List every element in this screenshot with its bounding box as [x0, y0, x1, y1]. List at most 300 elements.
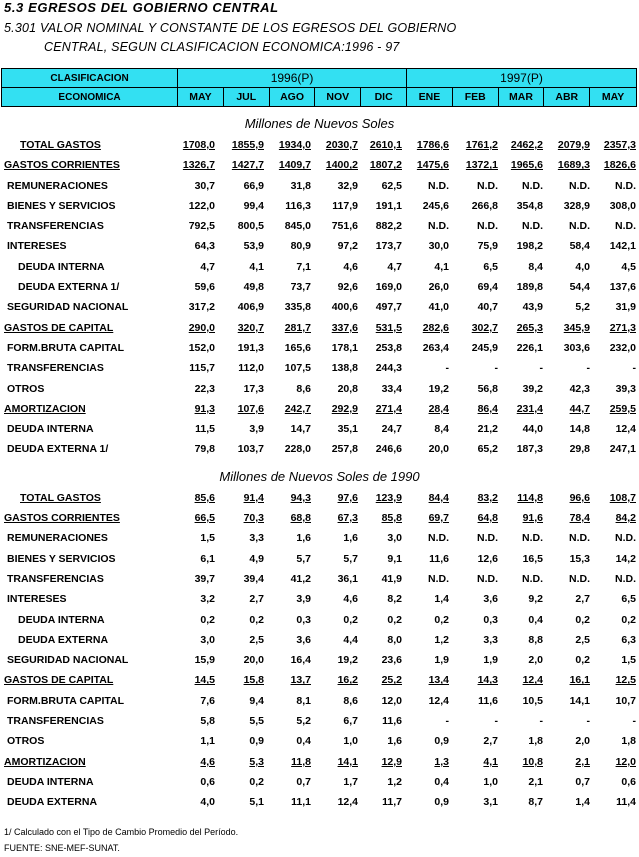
cell-value: [405, 674, 449, 686]
cell-value: [546, 180, 590, 192]
row-label: [4, 674, 113, 686]
cell-value-text: 1,2: [434, 633, 449, 646]
cell-value-text: N.D.: [522, 532, 543, 545]
cell-value: [358, 281, 402, 293]
cell-value-text: 2,7: [483, 735, 498, 748]
table-row: [0, 217, 639, 237]
row-label: [7, 342, 124, 354]
cell-value-text: 1786,6: [416, 139, 449, 151]
table-row: [0, 258, 639, 278]
section-title: Millones de Nuevos Soles de 1990: [219, 468, 420, 484]
cell-value: [267, 220, 311, 232]
cell-value: [546, 383, 590, 395]
cell-value: [314, 362, 358, 374]
cell-value-text: 2,7: [575, 593, 590, 606]
table-row: [0, 197, 639, 217]
cell-value: [358, 423, 402, 435]
cell-value-text: 14,7: [290, 423, 311, 436]
cell-value: [314, 159, 358, 171]
table-row: [0, 590, 639, 610]
cell-value-text: -: [494, 715, 498, 728]
cell-value: [314, 512, 358, 524]
cell-value-text: N.D.: [522, 179, 543, 192]
cell-value-text: 3,1: [483, 796, 498, 809]
cell-value: [499, 443, 543, 455]
cell-value-text: 178,1: [331, 341, 358, 354]
cell-value: [314, 776, 358, 788]
cell-value-text: 0,2: [575, 613, 590, 626]
cell-value-text: 79,8: [194, 443, 215, 456]
cell-value-text: 31,9: [615, 301, 636, 314]
cell-value-text: 6,3: [621, 633, 636, 646]
row-label: [18, 614, 105, 626]
cell-value: [546, 200, 590, 212]
cell-value-text: 12,5: [615, 674, 636, 687]
cell-value-text: 53,9: [243, 240, 264, 253]
cell-value-text: 14,1: [569, 694, 590, 707]
cell-value: [220, 240, 264, 252]
cell-value: [499, 261, 543, 273]
cell-value: [267, 553, 311, 565]
cell-value-text: 11,7: [382, 796, 402, 809]
cell-value-text: 1,1: [200, 735, 215, 748]
cell-value-text: N.D.: [428, 532, 449, 545]
row-label: [7, 240, 67, 252]
cell-value-text: N.D.: [615, 220, 636, 233]
cell-value-text: 91,4: [243, 491, 264, 504]
cell-value-text: 5,7: [296, 552, 311, 565]
row-label-text: TOTAL GASTOS: [20, 491, 101, 504]
cell-value: [171, 180, 215, 192]
cell-value: [267, 322, 311, 334]
cell-value-text: 138,8: [331, 362, 358, 375]
header-month: MAR: [498, 88, 544, 107]
cell-value: [358, 240, 402, 252]
table-row: [0, 380, 639, 400]
cell-value-text: 2,5: [249, 633, 264, 646]
cell-value: [358, 301, 402, 313]
table-row: [0, 278, 639, 298]
cell-value: [405, 796, 449, 808]
row-label-text: GASTOS DE CAPITAL: [4, 674, 114, 687]
cell-value: [499, 281, 543, 293]
cell-value-text: 19,2: [337, 654, 358, 667]
cell-value-text: N.D.: [569, 179, 590, 192]
cell-value-text: 12,4: [522, 674, 543, 687]
header-month: AGO: [269, 88, 315, 107]
cell-value-text: 14,2: [615, 552, 636, 565]
cell-value: [171, 423, 215, 435]
table-row: [0, 136, 639, 156]
cell-value: [267, 796, 311, 808]
cell-value-text: 11,4: [616, 796, 636, 809]
cell-value-text: 94,3: [290, 491, 311, 504]
cell-value: [314, 492, 358, 504]
cell-value: [171, 322, 215, 334]
row-label: [7, 593, 67, 605]
cell-value-text: 4,7: [387, 260, 402, 273]
row-label-text: INTERESES: [7, 593, 67, 606]
cell-value: [314, 674, 358, 686]
header-label-line1: CLASIFICACION: [2, 69, 178, 88]
cell-value: [454, 301, 498, 313]
cell-value: [499, 593, 543, 605]
cell-value-text: 23,6: [381, 654, 402, 667]
cell-value: [171, 342, 215, 354]
cell-value-text: 3,9: [296, 593, 311, 606]
cell-value: [499, 383, 543, 395]
cell-value: [220, 403, 264, 415]
cell-value: [267, 200, 311, 212]
cell-value-text: 16,5: [522, 552, 543, 565]
header-year-1997: 1997(P): [407, 69, 637, 88]
cell-value: [405, 281, 449, 293]
cell-value: [220, 200, 264, 212]
table-row: [0, 651, 639, 671]
cell-value: [171, 532, 215, 544]
cell-value-text: 1,9: [434, 654, 449, 667]
cell-value-text: 1,7: [343, 775, 358, 788]
row-label-text: INTERESES: [7, 240, 67, 253]
cell-value: [592, 593, 636, 605]
cell-value-text: 12,4: [615, 423, 636, 436]
cell-value: [314, 756, 358, 768]
cell-value-text: 0,2: [434, 613, 449, 626]
row-label: [7, 532, 108, 544]
source-note: FUENTE: SNE-MEF-SUNAT.: [4, 843, 120, 853]
cell-value: [592, 443, 636, 455]
cell-value: [546, 281, 590, 293]
cell-value-text: 302,7: [471, 321, 498, 334]
cell-value-text: 4,1: [434, 260, 449, 273]
cell-value: [358, 342, 402, 354]
cell-value: [454, 614, 498, 626]
cell-value: [267, 240, 311, 252]
table-row: [0, 319, 639, 339]
cell-value: [454, 593, 498, 605]
cell-value-text: 1372,1: [465, 159, 498, 172]
cell-value-text: 0,2: [575, 654, 590, 667]
cell-value-text: 39,4: [243, 572, 264, 585]
row-label: [18, 634, 108, 646]
cell-value-text: 1855,9: [231, 139, 264, 151]
cell-value: [314, 322, 358, 334]
table-row: [0, 529, 639, 549]
cell-value-text: 66,5: [194, 512, 215, 525]
cell-value-text: 3,0: [200, 633, 215, 646]
cell-value-text: 231,4: [516, 402, 543, 415]
cell-value: [499, 553, 543, 565]
cell-value: [592, 756, 636, 768]
cell-value-text: 85,6: [194, 491, 215, 504]
cell-value: [592, 180, 636, 192]
cell-value: [267, 383, 311, 395]
cell-value: [314, 261, 358, 273]
cell-value: [220, 159, 264, 171]
cell-value-text: 64,3: [194, 240, 215, 253]
cell-value-text: 198,2: [516, 240, 543, 253]
cell-value: [314, 383, 358, 395]
table-row: [0, 773, 639, 793]
cell-value-text: 1409,7: [278, 159, 311, 172]
cell-value: [358, 796, 402, 808]
cell-value-text: 15,3: [569, 552, 590, 565]
row-label-text: DEUDA EXTERNA 1/: [18, 281, 120, 294]
cell-value: [546, 715, 590, 727]
cell-value-text: 54,4: [569, 281, 590, 294]
cell-value: [546, 674, 590, 686]
row-label: [7, 695, 124, 707]
cell-value-text: 73,7: [290, 281, 311, 294]
table-row: [0, 489, 639, 509]
cell-value: [454, 362, 498, 374]
cell-value: [171, 756, 215, 768]
cell-value-text: -: [445, 715, 449, 728]
row-label-text: OTROS: [7, 382, 45, 395]
cell-value: [358, 180, 402, 192]
cell-value-text: 12,0: [381, 694, 402, 707]
cell-value: [220, 423, 264, 435]
cell-value-text: 12,4: [428, 694, 449, 707]
cell-value-text: -: [632, 362, 636, 375]
cell-value: [358, 674, 402, 686]
cell-value-text: 8,8: [528, 633, 543, 646]
table-row: [0, 692, 639, 712]
cell-value-text: 12,6: [477, 552, 498, 565]
cell-value: [499, 776, 543, 788]
row-label-text: BIENES Y SERVICIOS: [7, 552, 116, 565]
cell-value: [358, 735, 402, 747]
cell-value-text: 2,5: [575, 633, 590, 646]
cell-value: [220, 492, 264, 504]
cell-value-text: N.D.: [477, 179, 498, 192]
cell-value-text: 67,3: [337, 512, 358, 525]
cell-value-text: N.D.: [428, 220, 449, 233]
cell-value-text: 292,9: [331, 402, 358, 415]
cell-value-text: 0,2: [621, 613, 636, 626]
cell-value: [220, 261, 264, 273]
cell-value: [592, 654, 636, 666]
cell-value-text: 0,2: [343, 613, 358, 626]
row-label-text: TRANSFERENCIAS: [7, 715, 104, 728]
cell-value-text: 29,8: [569, 443, 590, 456]
cell-value: [454, 180, 498, 192]
header-month: ENE: [407, 88, 453, 107]
cell-value-text: 4,7: [200, 260, 215, 273]
row-label: [4, 159, 120, 171]
row-label-text: DEUDA INTERNA: [18, 613, 105, 626]
cell-value: [314, 403, 358, 415]
cell-value: [314, 735, 358, 747]
cell-value: [546, 532, 590, 544]
cell-value: [405, 492, 449, 504]
cell-value: [454, 634, 498, 646]
cell-value-text: 792,5: [188, 220, 215, 233]
cell-value-text: 66,9: [243, 179, 264, 192]
cell-value: [592, 342, 636, 354]
cell-value: [592, 383, 636, 395]
cell-value-text: 10,5: [522, 694, 543, 707]
cell-value: [405, 443, 449, 455]
cell-value-text: 845,0: [284, 220, 311, 233]
cell-value-text: 0,7: [575, 775, 590, 788]
cell-value-text: 108,7: [609, 491, 636, 504]
row-label-text: DEUDA INTERNA: [18, 260, 105, 273]
cell-value-text: 1,6: [296, 532, 311, 545]
cell-value: [546, 159, 590, 171]
cell-value: [314, 593, 358, 605]
cell-value-text: 169,0: [375, 281, 402, 294]
cell-value: [546, 139, 590, 151]
row-label: [7, 654, 128, 666]
cell-value-text: 1807,2: [369, 159, 402, 172]
cell-value: [220, 139, 264, 151]
cell-value: [546, 654, 590, 666]
cell-value: [314, 200, 358, 212]
row-label-text: TRANSFERENCIAS: [7, 362, 104, 375]
cell-value-text: 40,7: [477, 301, 498, 314]
table-row: [0, 753, 639, 773]
cell-value-text: 59,6: [194, 281, 215, 294]
cell-value: [454, 573, 498, 585]
cell-value-text: 86,4: [477, 402, 498, 415]
cell-value-text: 16,2: [337, 674, 358, 687]
cell-value-text: 228,0: [284, 443, 311, 456]
cell-value-text: 1427,7: [231, 159, 264, 172]
cell-value: [171, 553, 215, 565]
cell-value-text: 1326,7: [182, 159, 215, 172]
cell-value: [314, 180, 358, 192]
cell-value: [546, 492, 590, 504]
cell-value: [314, 443, 358, 455]
cell-value: [314, 220, 358, 232]
cell-value-text: 6,1: [200, 552, 215, 565]
cell-value: [592, 220, 636, 232]
cell-value: [220, 342, 264, 354]
cell-value-text: 1,4: [575, 796, 590, 809]
cell-value-text: 257,8: [331, 443, 358, 456]
cell-value: [171, 776, 215, 788]
cell-value: [546, 220, 590, 232]
cell-value-text: 8,2: [387, 593, 402, 606]
cell-value-text: N.D.: [615, 572, 636, 585]
cell-value-text: 69,4: [477, 281, 498, 294]
cell-value-text: 0,7: [296, 775, 311, 788]
cell-value-text: -: [632, 715, 636, 728]
cell-value-text: 271,3: [609, 321, 636, 334]
cell-value: [592, 614, 636, 626]
cell-value: [358, 553, 402, 565]
cell-value-text: 5,8: [200, 715, 215, 728]
cell-value-text: 191,3: [237, 341, 264, 354]
cell-value-text: 64,8: [477, 512, 498, 525]
cell-value-text: 189,8: [516, 281, 543, 294]
cell-value-text: 11,8: [291, 755, 311, 768]
row-label-text: GASTOS CORRIENTES: [4, 159, 120, 172]
cell-value-text: 14,1: [337, 755, 358, 768]
cell-value: [454, 220, 498, 232]
table-row: [0, 611, 639, 631]
cell-value-text: 1,9: [483, 654, 498, 667]
cell-value: [454, 512, 498, 524]
cell-value: [220, 281, 264, 293]
cell-value: [592, 159, 636, 171]
cell-value: [405, 240, 449, 252]
cell-value: [499, 695, 543, 707]
cell-value-text: N.D.: [569, 220, 590, 233]
cell-value: [405, 715, 449, 727]
cell-value-text: 882,2: [375, 220, 402, 233]
cell-value: [499, 492, 543, 504]
cell-value-text: 28,4: [428, 402, 449, 415]
header-month: ABR: [544, 88, 590, 107]
cell-value: [220, 695, 264, 707]
row-label: [7, 573, 104, 585]
cell-value-text: 26,0: [428, 281, 449, 294]
cell-value-text: 271,4: [375, 402, 402, 415]
cell-value: [454, 443, 498, 455]
cell-value-text: 84,4: [428, 491, 449, 504]
cell-value: [314, 281, 358, 293]
cell-value-text: 0,9: [434, 735, 449, 748]
cell-value-text: 8,6: [296, 382, 311, 395]
cell-value: [267, 301, 311, 313]
cell-value: [267, 695, 311, 707]
cell-value-text: 0,3: [483, 613, 498, 626]
cell-value-text: -: [539, 715, 543, 728]
cell-value-text: N.D.: [477, 572, 498, 585]
row-label-text: DEUDA EXTERNA: [18, 633, 109, 646]
cell-value: [267, 735, 311, 747]
row-label: [7, 715, 104, 727]
cell-value: [499, 614, 543, 626]
cell-value: [592, 573, 636, 585]
row-label-text: AMORTIZACION: [4, 755, 86, 768]
cell-value-text: 3,6: [483, 593, 498, 606]
cell-value: [592, 403, 636, 415]
cell-value: [358, 593, 402, 605]
cell-value-text: 4,6: [343, 593, 358, 606]
row-label: [20, 492, 101, 504]
cell-value: [405, 756, 449, 768]
cell-value: [220, 654, 264, 666]
cell-value: [499, 180, 543, 192]
cell-value: [314, 614, 358, 626]
cell-value: [454, 796, 498, 808]
cell-value: [171, 240, 215, 252]
cell-value-text: 244,3: [375, 362, 402, 375]
cell-value-text: 8,6: [343, 694, 358, 707]
cell-value: [405, 200, 449, 212]
cell-value: [267, 614, 311, 626]
data-table-body: [0, 114, 639, 814]
cell-value: [267, 756, 311, 768]
cell-value: [592, 423, 636, 435]
cell-value-text: 14,5: [194, 674, 215, 687]
header-month: NOV: [315, 88, 361, 107]
cell-value-text: N.D.: [615, 532, 636, 545]
row-label: [18, 281, 119, 293]
cell-value: [171, 200, 215, 212]
cell-value-text: 62,5: [381, 179, 402, 192]
cell-value-text: 11,6: [382, 715, 402, 728]
cell-value-text: 107,5: [284, 362, 311, 375]
cell-value-text: 1,5: [200, 532, 215, 545]
row-label: [7, 443, 108, 455]
cell-value-text: 8,0: [387, 633, 402, 646]
cell-value: [405, 614, 449, 626]
cell-value: [267, 281, 311, 293]
